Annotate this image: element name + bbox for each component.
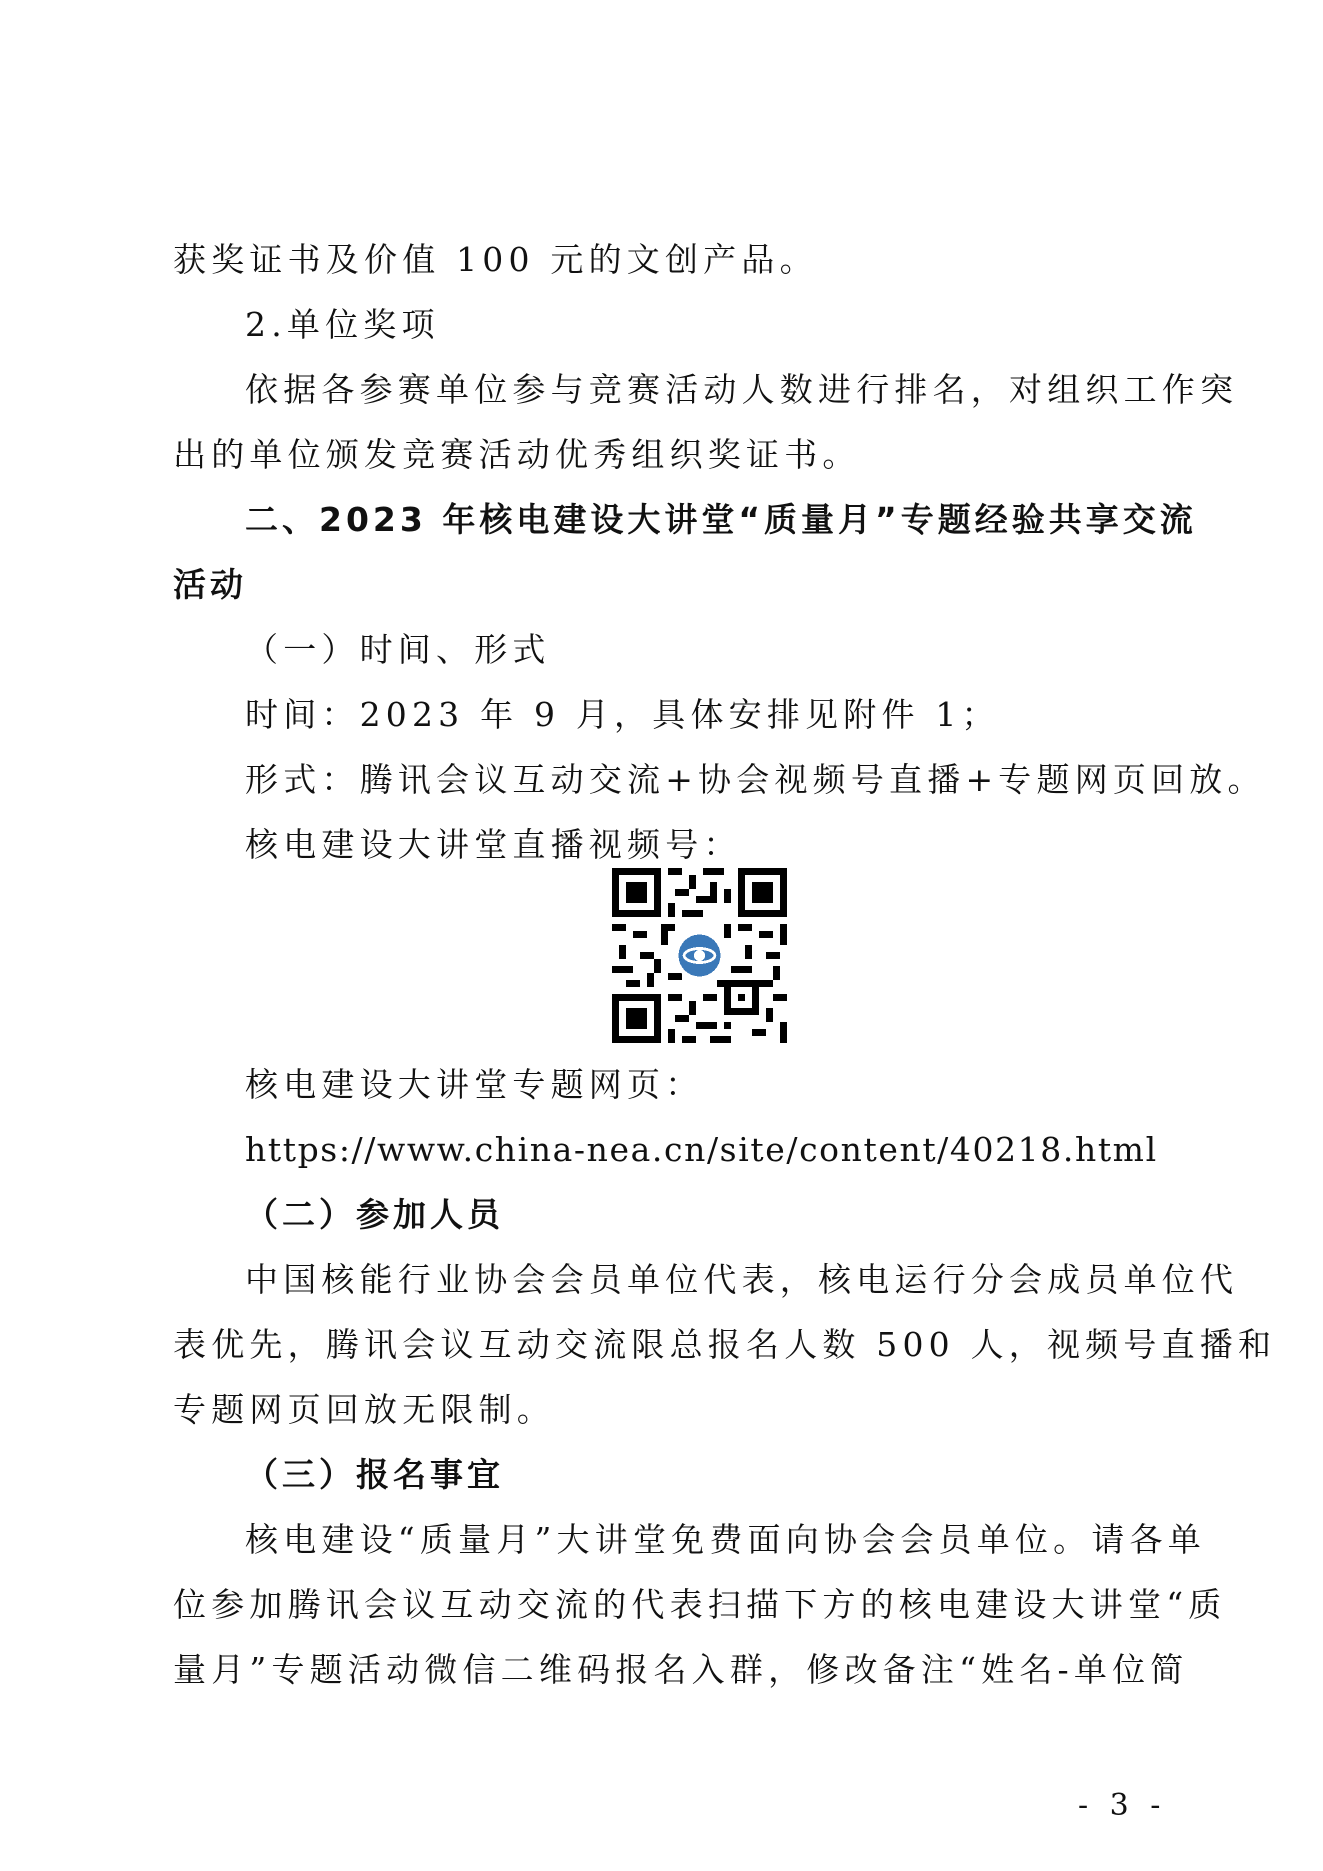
video-account-label: 核电建设大讲堂直播视频号：	[245, 825, 742, 864]
signup-text-3: 量月”专题活动微信二维码报名入群，修改备注“姓名-单位简	[173, 1650, 1189, 1689]
participants-text-3: 专题网页回放无限制。	[173, 1390, 555, 1429]
webpage-url-link[interactable]: https://www.china-nea.cn/site/content/40218.html	[245, 1130, 1158, 1169]
unit-award-heading: 2.单位奖项	[245, 305, 440, 344]
unit-award-text-1: 依据各参赛单位参与竞赛活动人数进行排名，对组织工作突	[245, 370, 1239, 409]
sub3-heading: （三）报名事宜	[245, 1455, 504, 1494]
section2-heading-1: 二、2023 年核电建设大讲堂“质量月”专题经验共享交流	[245, 500, 1197, 539]
participants-text-2: 表优先，腾讯会议互动交流限总报名人数 500 人，视频号直播和	[173, 1325, 1277, 1364]
participants-text-1: 中国核能行业协会会员单位代表，核电运行分会成员单位代	[245, 1260, 1239, 1299]
sub2-heading: （二）参加人员	[245, 1195, 504, 1234]
section2-heading-2: 活动	[173, 565, 247, 604]
form-line: 形式：腾讯会议互动交流+协会视频号直播+专题网页回放。	[245, 760, 1266, 799]
webpage-label: 核电建设大讲堂专题网页：	[245, 1065, 704, 1104]
qr-code-icon[interactable]	[612, 868, 787, 1043]
paragraph-award-tail: 获奖证书及价值 100 元的文创产品。	[173, 240, 818, 279]
page-number: - 3 -	[1078, 1788, 1167, 1823]
signup-text-1: 核电建设“质量月”大讲堂免费面向协会会员单位。请各单	[245, 1520, 1206, 1559]
time-line: 时间：2023 年 9 月，具体安排见附件 1；	[245, 695, 1000, 734]
sub1-heading: （一）时间、形式	[245, 630, 551, 669]
unit-award-text-2: 出的单位颁发竞赛活动优秀组织奖证书。	[173, 435, 861, 474]
signup-text-2: 位参加腾讯会议互动交流的代表扫描下方的核电建设大讲堂“质	[173, 1585, 1227, 1624]
